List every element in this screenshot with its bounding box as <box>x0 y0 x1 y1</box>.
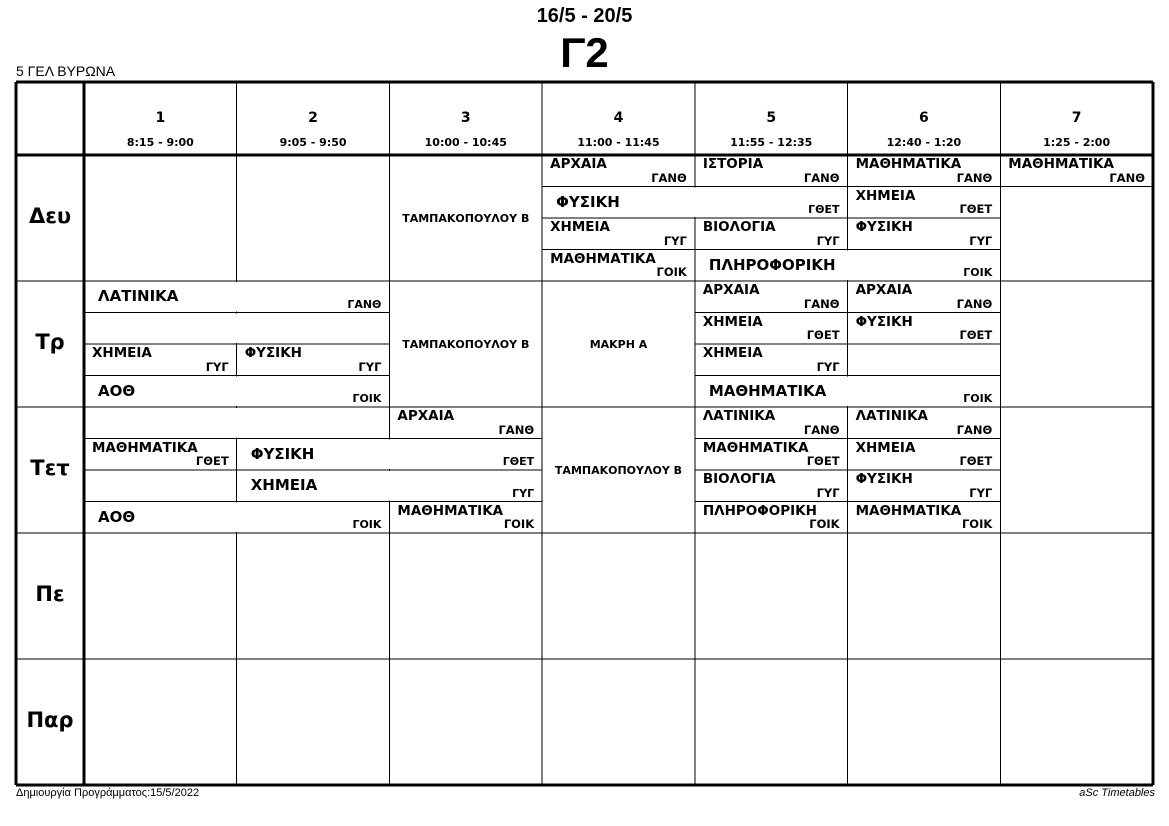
lesson-subject: ΛΑΤΙΝΙΚΑ <box>855 408 928 424</box>
lesson-cell <box>695 250 1000 282</box>
lesson-teacher: ΓΟΙΚ <box>352 518 382 531</box>
lesson-subject: ΧΗΜΕΙΑ <box>550 219 610 235</box>
lesson-cell <box>695 344 848 376</box>
lesson-teacher: ΓΑΝΘ <box>803 422 840 437</box>
lesson-cell <box>84 439 237 471</box>
lesson-cell <box>542 155 695 187</box>
lesson-cell <box>237 470 542 502</box>
period-time: 1:25 - 2:00 <box>1043 136 1111 149</box>
period-number: 7 <box>1071 110 1082 126</box>
lesson-cell <box>695 439 848 471</box>
lesson-teacher: ΓΑΝΘ <box>956 296 993 311</box>
lesson-cell <box>84 281 389 313</box>
lesson-cell <box>695 313 848 345</box>
lesson-cell <box>695 155 848 187</box>
lesson-teacher: ΓΟΙΚ <box>809 517 840 531</box>
lesson-subject: ΜΑΘΗΜΑΤΙΚΑ <box>92 439 198 456</box>
school-name: 5 ΓΕΛ ΒΥΡΩΝΑ <box>16 63 116 79</box>
empty-slot <box>84 407 389 439</box>
lesson-cell <box>389 502 542 534</box>
lesson-teacher: ΓΥΓ <box>969 485 993 500</box>
lesson-teacher: ΓΥΓ <box>358 359 382 374</box>
lesson-teacher: ΓΑΝΘ <box>347 297 382 311</box>
lesson-teacher: ΓΘΕΤ <box>959 328 993 342</box>
lesson-subject: ΧΗΜΕΙΑ <box>855 439 916 456</box>
day-label: Πε <box>35 582 65 606</box>
period-number: 4 <box>613 110 624 126</box>
lesson-cell <box>848 155 1001 187</box>
period-time: 10:00 - 10:45 <box>424 136 507 149</box>
lesson-subject: ΧΗΜΕΙΑ <box>92 345 152 361</box>
period-time: 9:05 - 9:50 <box>279 136 347 149</box>
lesson-cell <box>542 250 695 282</box>
lesson-subject: ΜΑΘΗΜΑΤΙΚΑ <box>855 156 962 172</box>
period-time: 12:40 - 1:20 <box>886 136 962 149</box>
lesson-subject: ΛΑΤΙΝΙΚΑ <box>98 287 179 305</box>
lesson-subject: ΑΡΧΑΙΑ <box>397 408 455 424</box>
period-time: 11:55 - 12:35 <box>730 136 813 149</box>
lesson-subject: ΧΗΜΕΙΑ <box>250 476 318 494</box>
lesson-subject: ΧΗΜΕΙΑ <box>702 313 763 330</box>
lesson-teacher: ΓΟΙΚ <box>963 266 993 279</box>
lesson-cell <box>84 344 237 376</box>
lesson-cell <box>848 502 1001 534</box>
lesson-cell <box>848 187 1001 219</box>
lesson-cell <box>695 502 848 534</box>
lesson-cell <box>237 439 542 471</box>
lesson-subject: ΧΗΜΕΙΑ <box>702 345 763 361</box>
lesson-teacher: ΓΥΓ <box>512 486 535 500</box>
lesson-teacher: ΓΑΝΘ <box>956 422 993 437</box>
lesson-cell <box>695 281 848 313</box>
lesson-teacher: ΓΟΙΚ <box>963 392 993 405</box>
lesson-teacher: ΓΑΝΘ <box>498 422 535 437</box>
period-number: 2 <box>308 110 318 126</box>
lesson-cell <box>848 439 1001 471</box>
period-number: 5 <box>766 110 777 126</box>
lesson-cell <box>389 155 542 281</box>
teacher-name: ΤΑΜΠΑΚΟΠΟΥΛΟΥ Β <box>402 211 530 225</box>
teacher-name: ΜΑΚΡΗ Α <box>589 337 648 351</box>
lesson-subject: ΑΟΘ <box>98 381 136 400</box>
lesson-subject: ΦΥΣΙΚΗ <box>855 219 913 235</box>
lesson-teacher: ΓΘΕΤ <box>806 454 840 468</box>
lesson-teacher: ΓΟΙΚ <box>961 517 993 531</box>
empty-slot <box>848 344 1001 376</box>
lesson-subject: ΦΥΣΙΚΗ <box>250 444 315 463</box>
lesson-cell <box>695 218 848 250</box>
lesson-cell <box>695 407 848 439</box>
lesson-cell <box>542 187 847 219</box>
day-label: Παρ <box>26 708 74 732</box>
lesson-subject: ΠΛΗΡΟΦΟΡΙΚΗ <box>702 502 817 519</box>
teacher-name: ΤΑΜΠΑΚΟΠΟΥΛΟΥ Β <box>554 463 683 477</box>
lesson-teacher: ΓΥΓ <box>816 359 840 374</box>
day-label: Τετ <box>30 456 70 480</box>
lesson-subject: ΙΣΤΟΡΙΑ <box>702 156 764 172</box>
lesson-subject: ΜΑΘΗΜΑΤΙΚΑ <box>702 439 809 456</box>
lesson-teacher: ΓΑΝΘ <box>651 170 687 185</box>
lesson-cell <box>84 376 389 408</box>
lesson-cell <box>542 281 695 407</box>
lesson-teacher: ΓΘΕΤ <box>502 455 535 468</box>
lesson-subject: ΦΥΣΙΚΗ <box>556 192 620 211</box>
period-time: 8:15 - 9:00 <box>126 136 194 149</box>
lesson-subject: ΜΑΘΗΜΑΤΙΚΑ <box>397 502 504 519</box>
lesson-cell <box>848 470 1001 502</box>
lesson-teacher: ΓΟΙΚ <box>656 265 687 279</box>
empty-slot <box>84 470 237 502</box>
lesson-subject: ΑΟΘ <box>98 507 136 526</box>
day-label: Δευ <box>28 204 72 228</box>
lesson-subject: ΧΗΜΕΙΑ <box>855 187 916 204</box>
lesson-cell <box>389 281 542 407</box>
lesson-cell <box>542 407 695 533</box>
lesson-cell <box>1000 155 1153 187</box>
lesson-teacher: ΓΘΕΤ <box>806 328 840 342</box>
lesson-teacher: ΓΘΕΤ <box>195 454 229 468</box>
lesson-cell <box>695 376 1000 408</box>
lesson-subject: ΜΑΘΗΜΑΤΙΚΑ <box>1008 156 1114 172</box>
lesson-subject: ΠΛΗΡΟΦΟΡΙΚΗ <box>708 255 836 274</box>
lesson-teacher: ΓΥΓ <box>205 359 229 374</box>
lesson-cell <box>848 407 1001 439</box>
lesson-teacher: ΓΥΓ <box>663 233 687 248</box>
day-label: Τρ <box>35 330 65 354</box>
period-number: 6 <box>919 110 929 126</box>
lesson-teacher: ΓΑΝΘ <box>803 296 840 311</box>
lesson-teacher: ΓΟΙΚ <box>352 392 382 405</box>
lesson-subject: ΦΥΣΙΚΗ <box>855 471 913 487</box>
lesson-teacher: ΓΥΓ <box>816 233 840 248</box>
lesson-teacher: ΓΥΓ <box>816 485 840 500</box>
lesson-subject: ΒΙΟΛΟΓΙΑ <box>702 471 776 487</box>
lesson-subject: ΦΥΣΙΚΗ <box>244 345 302 361</box>
footer-created-date: Δημιουργία Προγράμματος:15/5/2022 <box>16 787 200 799</box>
lesson-teacher: ΓΘΕΤ <box>959 454 993 468</box>
period-time: 11:00 - 11:45 <box>577 136 660 149</box>
lesson-teacher: ΓΑΝΘ <box>803 170 840 185</box>
teacher-name: ΤΑΜΠΑΚΟΠΟΥΛΟΥ Β <box>402 337 530 351</box>
lesson-subject: ΜΑΘΗΜΑΤΙΚΑ <box>550 250 656 267</box>
period-number: 1 <box>155 110 166 126</box>
class-name: Γ2 <box>560 29 609 76</box>
lesson-teacher: ΓΑΝΘ <box>956 170 993 185</box>
empty-slot <box>84 313 389 345</box>
lesson-cell <box>848 218 1001 250</box>
lesson-teacher: ΓΟΙΚ <box>503 517 535 531</box>
lesson-teacher: ΓΑΝΘ <box>1109 170 1145 185</box>
lesson-cell <box>542 218 695 250</box>
lesson-cell <box>84 502 389 534</box>
period-number: 3 <box>460 110 471 126</box>
lesson-subject: ΦΥΣΙΚΗ <box>855 313 913 330</box>
lesson-subject: ΒΙΟΛΟΓΙΑ <box>702 219 776 235</box>
lesson-subject: ΑΡΧΑΙΑ <box>702 282 760 298</box>
lesson-subject: ΜΑΘΗΜΑΤΙΚΑ <box>708 381 827 400</box>
lesson-teacher: ΓΥΓ <box>969 233 993 248</box>
lesson-teacher: ΓΘΕΤ <box>959 202 993 216</box>
lesson-cell <box>695 470 848 502</box>
lesson-subject: ΑΡΧΑΙΑ <box>855 282 913 298</box>
footer-brand: aSc Timetables <box>1079 787 1155 799</box>
lesson-teacher: ΓΘΕΤ <box>808 203 840 216</box>
lesson-cell <box>848 281 1001 313</box>
lesson-cell <box>848 313 1001 345</box>
lesson-subject: ΜΑΘΗΜΑΤΙΚΑ <box>855 502 962 519</box>
lesson-subject: ΛΑΤΙΝΙΚΑ <box>702 408 776 424</box>
lesson-subject: ΑΡΧΑΙΑ <box>550 156 607 172</box>
lesson-cell <box>237 344 390 376</box>
lesson-cell <box>389 407 542 439</box>
date-range: 16/5 - 20/5 <box>536 5 633 27</box>
